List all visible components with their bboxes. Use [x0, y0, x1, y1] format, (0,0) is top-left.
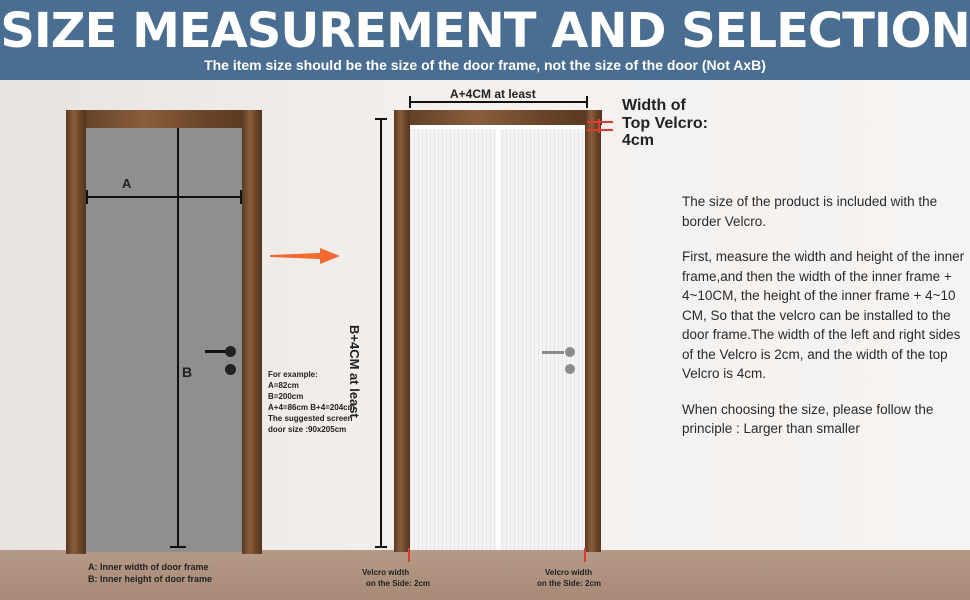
side-height-tick-top [375, 118, 387, 120]
top-width-line [409, 101, 588, 103]
example-line: The suggested screen [268, 414, 353, 423]
example-line: A+4=86cm B+4=204cm [268, 403, 355, 412]
right-frame-right [585, 110, 601, 552]
side-velcro-right-1: Velcro width [545, 568, 593, 577]
top-velcro-marker [587, 121, 613, 123]
caption-a: A: Inner width of door frame [88, 562, 209, 572]
left-frame-right [242, 110, 262, 554]
side-height-label: B+4CM at least [347, 325, 362, 418]
description-paragraph: First, measure the width and height of the inner frame,and then the width of the inner frame + 4~10CM, the height of the inner frame + 4~10 CM, So that the velcro can be installed to the door frame.The width of the left and right sides of the Velcro is 2cm, and the width of the top Velcro is 4cm. [682, 249, 965, 381]
height-b-tick-bottom [170, 546, 186, 548]
label-b: B [182, 364, 193, 380]
right-frame-left [394, 110, 410, 552]
top-velcro-strip [410, 125, 585, 129]
page-subtitle: The item size should be the size of the door frame, not the size of the door (Not AxB) [204, 57, 766, 73]
width-a-tick-right [240, 190, 242, 204]
left-door-panel [86, 128, 242, 552]
screen-magnetic-seam [496, 125, 500, 550]
example-line: For example: [268, 370, 318, 379]
page-title: SIZE MEASUREMENT AND SELECTION [0, 3, 970, 59]
side-velcro-marker-left [408, 548, 410, 562]
door-knob [225, 346, 236, 357]
description-text [682, 192, 967, 455]
top-velcro-label-1: Width of [622, 97, 686, 114]
top-velcro-marker [587, 129, 613, 131]
side-velcro-right-2: on the Side: 2cm [537, 579, 602, 588]
side-velcro-left-1: Velcro width [362, 568, 410, 577]
description-paragraph: The size of the product is included with the border Velcro. [682, 194, 938, 229]
top-width-tick-left [409, 96, 411, 108]
top-width-tick-right [586, 96, 588, 108]
side-height-tick-bottom [375, 546, 387, 548]
screen-door-lock [565, 364, 575, 374]
width-a-tick-left [86, 190, 88, 204]
screen-door-knob [565, 347, 575, 357]
arrow-right-icon [270, 246, 342, 266]
side-height-line [380, 118, 382, 548]
example-line: A=82cm [268, 381, 299, 390]
screen-door-handle [542, 351, 564, 354]
left-frame-left [66, 110, 86, 554]
door-lock [225, 364, 236, 375]
top-velcro-marker [598, 119, 600, 133]
height-b-line [177, 128, 179, 548]
side-velcro-left-2: on the Side: 2cm [366, 579, 431, 588]
left-frame-top [66, 110, 262, 128]
top-velcro-label-3: 4cm [622, 132, 655, 149]
label-a: A [122, 176, 132, 191]
caption-b: B: Inner height of door frame [88, 574, 213, 584]
description-paragraph: When choosing the size, please follow the principle : Larger than smaller [682, 401, 934, 436]
door-handle [205, 350, 227, 353]
right-frame-top [394, 110, 602, 125]
example-line: B=200cm [268, 392, 304, 401]
side-velcro-marker-right [584, 548, 586, 562]
example-line: door size :90x205cm [268, 425, 347, 434]
top-width-label: A+4CM at least [450, 87, 536, 101]
top-velcro-label-2: Top Velcro: [622, 115, 708, 132]
width-a-line [86, 196, 242, 198]
